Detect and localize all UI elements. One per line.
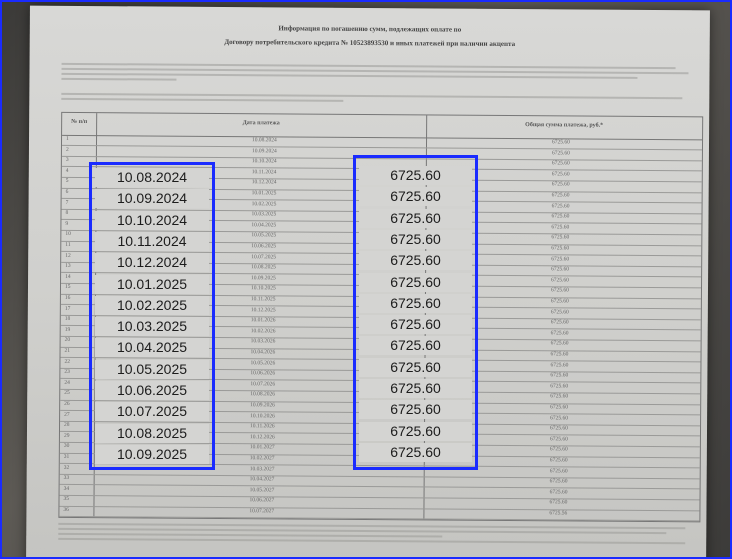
highlight-cell: 6725.60 xyxy=(359,251,472,270)
row-amount: 6725.60 xyxy=(549,478,568,485)
title-line-1: Информация по погашению сумм, подлежащих оплате по xyxy=(278,24,462,34)
row-amount: 6725.60 xyxy=(551,192,570,199)
row-amount: 6725.60 xyxy=(550,361,569,368)
row-amount: 6725.60 xyxy=(549,489,568,496)
highlight-cell: 10.03.2025 xyxy=(95,317,209,336)
row-amount: 6725.60 xyxy=(549,467,568,474)
row-amount: 6725.60 xyxy=(552,139,570,146)
row-date: 10.10.2025 xyxy=(250,285,276,292)
highlight-box-dates xyxy=(89,162,215,470)
row-date: 10.02.2026 xyxy=(250,327,276,335)
row-date: 10.03.2026 xyxy=(250,338,276,345)
row-amount: 6725.60 xyxy=(550,298,569,305)
row-amount: 6725.60 xyxy=(550,308,569,315)
document-title xyxy=(30,20,710,53)
row-date: 10.01.2025 xyxy=(251,190,277,197)
row-date: 10.08.2026 xyxy=(250,391,276,398)
row-date: 10.06.2026 xyxy=(250,370,276,377)
highlight-cell: 6725.60 xyxy=(359,358,472,377)
row-number: 1 xyxy=(66,135,69,142)
row-amount: 6725.60 xyxy=(551,255,570,262)
col-date-header: Дата платежа xyxy=(242,120,280,127)
highlight-cell: 10.04.2025 xyxy=(95,338,209,357)
row-date: 10.05.2027 xyxy=(249,486,275,494)
row-date: 10.06.2027 xyxy=(249,497,275,504)
row-date: 10.08.2025 xyxy=(251,264,276,271)
highlight-cell: 10.06.2025 xyxy=(95,381,209,400)
highlight-cell: 10.01.2025 xyxy=(95,275,209,294)
row-number: 11 xyxy=(65,241,71,248)
highlight-cell: 6725.60 xyxy=(359,336,472,355)
highlight-cell: 6725.60 xyxy=(359,230,472,249)
highlight-cell: 6725.60 xyxy=(359,166,472,185)
row-amount: 6725.60 xyxy=(550,383,569,390)
row-date: 10.06.2025 xyxy=(251,243,277,250)
row-amount: 6725.60 xyxy=(550,351,569,358)
row-number: 32 xyxy=(63,464,70,471)
row-date: 10.05.2026 xyxy=(250,359,276,366)
row-number: 21 xyxy=(64,347,71,354)
row-amount: 6725.60 xyxy=(551,277,569,284)
row-amount: 6725.60 xyxy=(550,425,568,432)
col-amount-header: Общая сумма платежа, руб.* xyxy=(525,122,604,129)
row-date: 10.11.2025 xyxy=(250,296,276,303)
highlight-cell: 10.09.2025 xyxy=(95,445,209,464)
row-date: 10.11.2026 xyxy=(250,423,275,430)
highlight-cell: 6725.60 xyxy=(359,379,472,398)
row-amount: 6725.60 xyxy=(549,446,568,453)
row-number: 7 xyxy=(65,199,69,206)
row-number: 10 xyxy=(65,231,71,238)
row-number: 33 xyxy=(63,475,70,482)
row-amount: 6725.60 xyxy=(550,340,569,347)
row-amount: 6725.60 xyxy=(549,436,568,443)
row-number: 2 xyxy=(65,146,69,153)
row-number: 26 xyxy=(64,400,70,407)
row-date: 10.12.2024 xyxy=(251,179,277,186)
row-amount: 6725.60 xyxy=(551,213,570,220)
row-date: 10.12.2026 xyxy=(249,433,275,441)
row-date: 10.02.2025 xyxy=(251,200,277,207)
row-date: 10.04.2025 xyxy=(251,221,277,229)
row-date: 10.08.2024 xyxy=(252,137,277,144)
highlight-cell: 10.08.2024 xyxy=(95,168,209,187)
highlight-cell: 10.08.2025 xyxy=(95,424,209,443)
row-number: 35 xyxy=(63,496,70,503)
row-number: 29 xyxy=(63,432,70,439)
row-number: 22 xyxy=(64,358,71,365)
row-number: 4 xyxy=(65,167,69,174)
row-number: 31 xyxy=(63,453,70,460)
highlight-cell: 10.09.2024 xyxy=(95,189,209,208)
row-number: 13 xyxy=(65,263,71,270)
highlight-cell: 6725.60 xyxy=(359,422,472,441)
row-number: 20 xyxy=(64,337,71,344)
row-amount: 6725.60 xyxy=(549,457,568,464)
row-number: 19 xyxy=(64,326,71,333)
row-number: 30 xyxy=(63,443,70,450)
row-number: 18 xyxy=(64,316,71,323)
row-date: 10.07.2025 xyxy=(251,253,276,260)
row-date: 10.04.2027 xyxy=(249,476,275,483)
row-number: 6 xyxy=(65,188,69,195)
row-date: 10.10.2026 xyxy=(250,412,275,419)
row-number: 27 xyxy=(64,411,70,418)
highlight-cell: 6725.60 xyxy=(359,315,472,334)
row-amount: 6725.60 xyxy=(551,149,570,156)
row-date: 10.01.2026 xyxy=(250,317,276,324)
row-number: 3 xyxy=(65,157,69,164)
row-amount: 6725.60 xyxy=(551,224,570,231)
highlight-cell: 10.05.2025 xyxy=(95,360,209,379)
row-amount: 6725.60 xyxy=(551,181,570,188)
footnote xyxy=(58,520,698,547)
row-number: 17 xyxy=(64,305,71,312)
row-number: 9 xyxy=(65,220,69,227)
row-number: 25 xyxy=(64,390,70,397)
paragraph-2 xyxy=(61,90,701,107)
highlight-cell: 10.02.2025 xyxy=(95,296,209,315)
row-amount: 6725.60 xyxy=(549,499,568,506)
row-amount: 6725.60 xyxy=(550,414,568,421)
row-amount: 6725.60 xyxy=(550,404,569,411)
row-amount: 6725.60 xyxy=(551,245,570,252)
row-amount: 6725.60 xyxy=(551,234,570,241)
highlight-cell: 6725.60 xyxy=(359,209,472,228)
row-amount: 6725.60 xyxy=(550,393,569,400)
row-number: 16 xyxy=(64,294,71,301)
row-amount: 6725.60 xyxy=(551,202,570,209)
highlight-cell: 10.10.2024 xyxy=(95,211,209,230)
row-number: 5 xyxy=(65,178,69,185)
row-amount: 6725.56 xyxy=(549,510,568,517)
highlight-cell: 6725.60 xyxy=(359,400,472,419)
row-date: 10.07.2027 xyxy=(249,508,275,515)
row-date: 10.10.2024 xyxy=(251,158,277,165)
row-number: 8 xyxy=(65,210,69,217)
row-date: 10.07.2026 xyxy=(250,380,276,388)
row-amount: 6725.60 xyxy=(550,287,569,294)
row-number: 28 xyxy=(64,422,70,429)
row-date: 10.05.2025 xyxy=(251,232,277,239)
row-number: 14 xyxy=(65,273,71,280)
col-num-header: № п/п xyxy=(71,118,88,126)
row-date: 10.02.2027 xyxy=(249,455,275,462)
highlight-cell: 6725.60 xyxy=(359,187,472,206)
row-amount: 6725.60 xyxy=(550,319,569,326)
row-date: 10.11.2024 xyxy=(251,168,277,176)
row-amount: 6725.60 xyxy=(551,266,570,273)
row-amount: 6725.60 xyxy=(550,330,569,337)
row-number: 34 xyxy=(63,485,70,492)
highlight-box-amounts xyxy=(353,155,478,470)
row-date: 10.09.2024 xyxy=(251,147,277,154)
row-number: 12 xyxy=(65,252,71,259)
paragraph-1 xyxy=(61,60,701,87)
row-date: 10.01.2027 xyxy=(249,444,275,451)
row-date: 10.03.2025 xyxy=(251,211,277,218)
row-date: 10.09.2026 xyxy=(250,402,275,409)
highlight-cell: 10.07.2025 xyxy=(95,402,209,421)
highlight-cell: 6725.60 xyxy=(359,294,472,313)
highlight-cell: 10.12.2024 xyxy=(95,253,209,272)
row-date: 10.12.2025 xyxy=(250,306,276,313)
row-date: 10.03.2027 xyxy=(249,465,275,472)
row-date: 10.04.2026 xyxy=(250,349,276,356)
row-date: 10.09.2025 xyxy=(251,274,276,282)
highlight-cell: 10.11.2024 xyxy=(95,232,209,251)
highlight-cell: 6725.60 xyxy=(359,273,472,292)
row-number: 15 xyxy=(64,284,71,291)
row-amount: 6725.60 xyxy=(551,160,570,167)
row-amount: 6725.60 xyxy=(550,372,569,379)
row-number: 24 xyxy=(64,379,70,386)
row-number: 36 xyxy=(63,506,69,513)
row-amount: 6725.60 xyxy=(551,171,570,178)
row-number: 23 xyxy=(64,369,70,376)
highlight-cell: 6725.60 xyxy=(359,443,472,462)
title-line-2: Договору потребительского кредита № 10523893530 и иных платежей при наличии акцепта xyxy=(224,37,516,49)
